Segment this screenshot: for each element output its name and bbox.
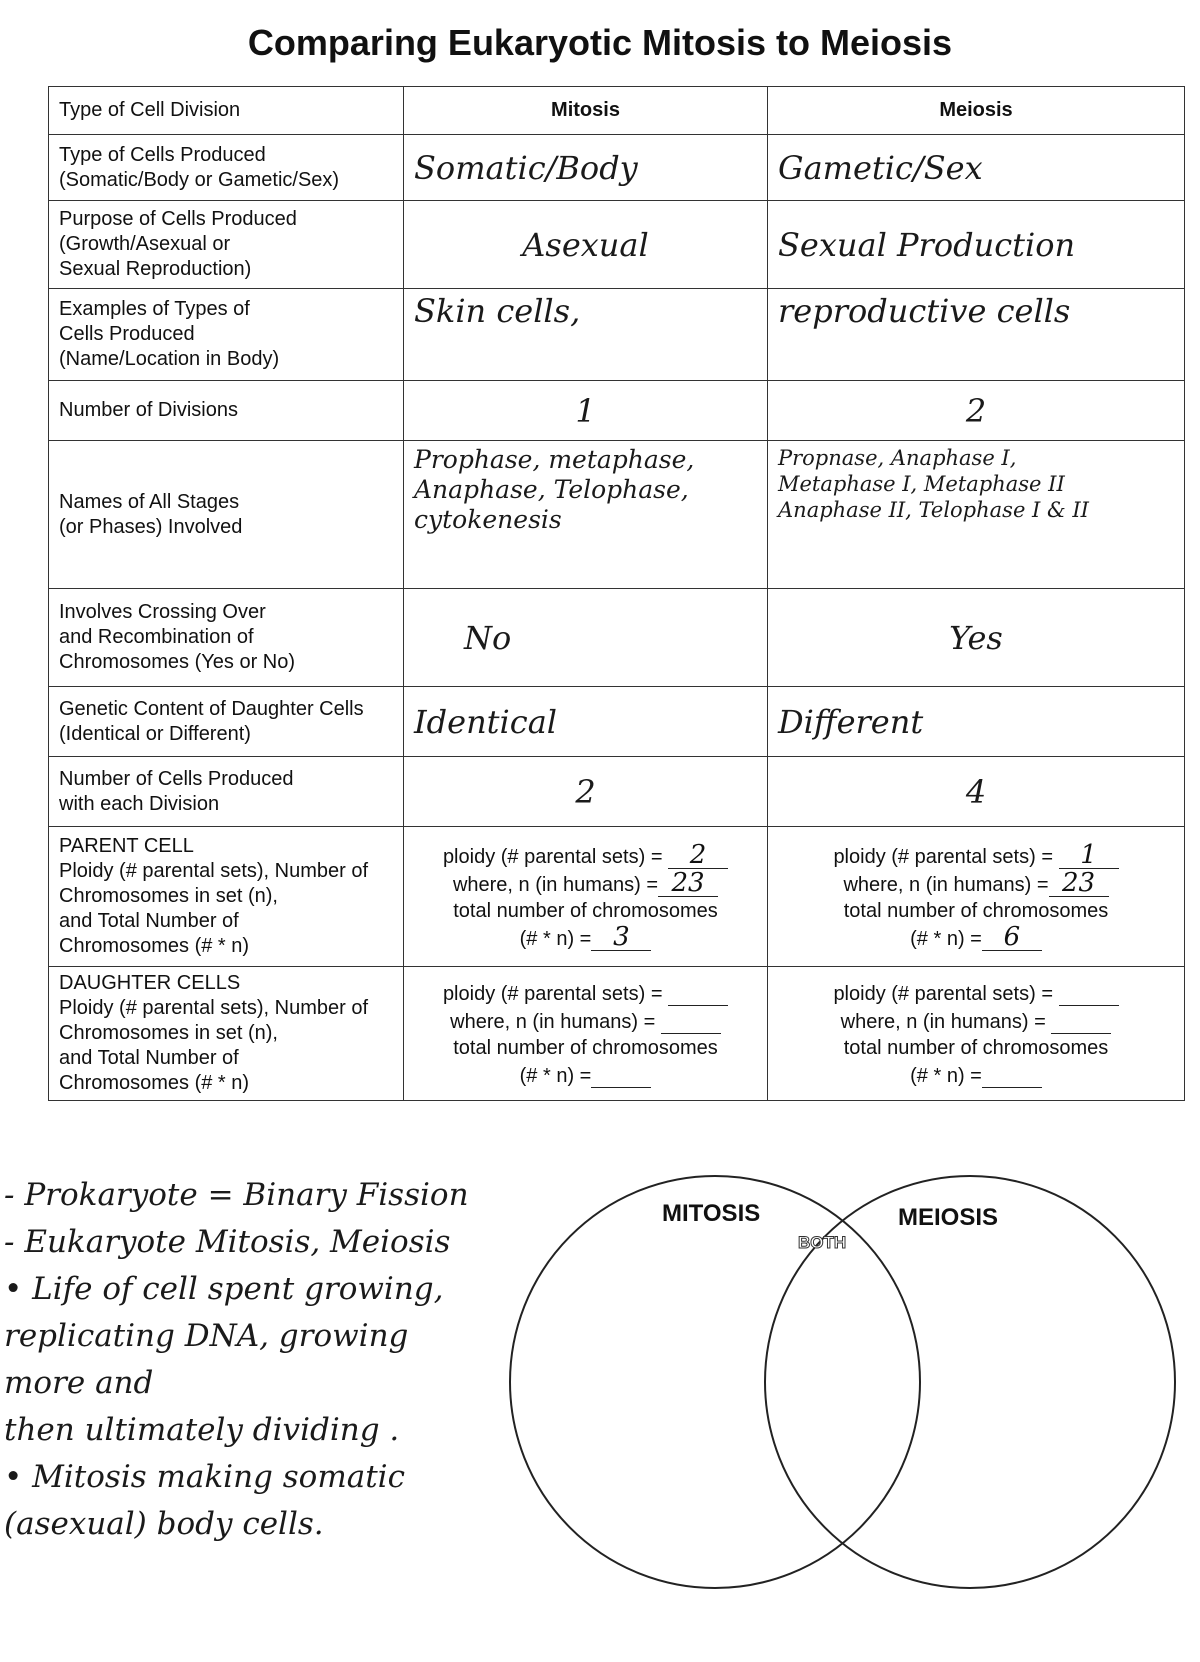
n-answer: 23 [1049,870,1109,897]
mitosis-answer: Skin cells, [404,289,768,381]
n-blank [1051,1007,1111,1034]
venn-diagram [500,1170,1180,1590]
page-title: Comparing Eukaryotic Mitosis to Meiosis [247,22,953,63]
ploidy-answer: 1 [1059,842,1119,869]
row-label-line: and Total Number of [59,910,239,932]
ploidy-answer: 2 [668,842,728,869]
header-label: Type of Cell Division [49,87,404,135]
row-label-line: Chromosomes (Yes or No) [59,651,296,673]
table-row [49,757,1185,827]
table-row [49,687,1185,757]
row-label-line: (Identical or Different) [59,722,251,745]
row-label-line: Cells Produced [59,323,195,345]
ploidy-blank [668,979,728,1006]
note-line: replicating DNA, growing more and [4,1318,409,1401]
row-label [49,687,404,757]
meiosis-answer: Different [768,687,1185,757]
note-line: • Mitosis making somatic [4,1459,405,1495]
meiosis-answer: Yes [768,589,1185,687]
meiosis-answer: 2 [768,381,1185,441]
daughter-cell-row [49,967,1185,1101]
answer-line: Anaphase, Telophase, [414,475,689,504]
n-blank [661,1007,721,1034]
row-label-line: Purpose of Cells Produced [59,208,297,230]
note-line: then ultimately dividing . [4,1412,400,1448]
total-answer: 3 [591,924,651,951]
meiosis-answer: Gametic/Sex [768,135,1185,201]
mitosis-answer [404,441,768,589]
row-label-line: and Total Number of [59,1047,239,1069]
row-label-line: Chromosomes in set (n), [59,1022,278,1044]
mitosis-answer: 1 [404,381,768,441]
table-row [49,381,1185,441]
n-prompt: where, n (in humans) = [843,873,1049,896]
mitosis-daughter-ploidy [404,967,768,1101]
row-label-line: Chromosomes in set (n), [59,885,278,907]
row-label [49,289,404,381]
row-label-line: Involves Crossing Over [59,601,266,623]
answer-line: Prophase, metaphase, [414,445,695,474]
row-label-line: with each Division [59,792,220,815]
row-label-line: Type of Cells Produced [59,143,266,166]
mitosis-answer: No [404,589,768,687]
answer-line: Metaphase I, Metaphase II [778,472,1065,496]
venn-label-both: BOTH [798,1233,847,1252]
row-label-line: (or Phases) Involved [59,515,243,538]
meiosis-parent-ploidy [768,827,1185,967]
row-label-line: Chromosomes (# * n) [59,935,250,957]
note-line: • Life of cell spent growing, [4,1271,444,1307]
table-row [49,589,1185,687]
handwritten-notes [4,1172,494,1548]
total-prompt: total number of chromosomes [843,899,1109,922]
total-prompt: total number of chromosomes [843,1036,1109,1059]
total-blank [982,1061,1042,1088]
n-prompt: where, n (in humans) = [450,1010,656,1033]
ploidy-prompt: ploidy (# parental sets) = [442,982,663,1005]
meiosis-answer [768,441,1185,589]
mitosis-answer: Asexual [404,201,768,289]
note-line: (asexual) body cells. [4,1506,324,1542]
row-label-line: Number of Cells Produced [59,767,294,790]
comparison-table [48,86,1185,1101]
ploidy-blank [1059,979,1119,1006]
row-label-line: Examples of Types of [59,298,250,320]
row-label-line: Ploidy (# parental sets), Number of [59,997,369,1019]
answer-line: Propnase, Anaphase I, [778,446,1017,470]
venn-label-meiosis: MEIOSIS [898,1204,999,1231]
venn-circle-mitosis [510,1176,920,1588]
note-line: - Eukaryote Mitosis, Meiosis [4,1224,451,1260]
mitosis-answer: Identical [404,687,768,757]
meiosis-answer: reproductive cells [768,289,1185,381]
note-line: - Prokaryote = Binary Fission [4,1177,469,1213]
row-label [49,201,404,289]
ploidy-prompt: ploidy (# parental sets) = [442,845,663,868]
n-prompt: where, n (in humans) = [452,873,659,896]
n-prompt: where, n (in humans) = [840,1010,1046,1033]
meiosis-answer: 4 [768,757,1185,827]
row-label-line: DAUGHTER CELLS [59,972,241,994]
header-meiosis: Meiosis [768,87,1185,135]
table-row [49,289,1185,381]
total-blank [591,1061,651,1088]
row-label-line: (Somatic/Body or Gametic/Sex) [59,168,340,191]
n-answer: 23 [658,870,718,897]
total-eq-prompt: (# * n) = [519,927,592,950]
answer-line: Anaphase II, Telophase I & II [778,498,1089,522]
mitosis-answer: 2 [404,757,768,827]
row-label [49,757,404,827]
row-label-line: PARENT CELL [59,835,194,857]
total-eq-prompt: (# * n) = [910,927,982,950]
mitosis-parent-ploidy [404,827,768,967]
header-mitosis: Mitosis [404,87,768,135]
ploidy-prompt: ploidy (# parental sets) = [833,982,1053,1005]
table-row [49,135,1185,201]
table-row [49,441,1185,589]
mitosis-answer: Somatic/Body [404,135,768,201]
row-label-line: (Growth/Asexual or [59,233,231,255]
parent-cell-row [49,827,1185,967]
total-prompt: total number of chromosomes [453,899,718,922]
row-label-line: Chromosomes (# * n) [59,1072,250,1094]
total-eq-prompt: (# * n) = [519,1064,592,1087]
total-eq-prompt: (# * n) = [910,1064,982,1087]
row-label [49,441,404,589]
row-label-line: (Name/Location in Body) [59,348,280,370]
table-row [49,201,1185,289]
answer-line: cytokenesis [414,505,562,534]
meiosis-answer: Sexual Production [768,201,1185,289]
row-label: Number of Divisions [49,381,404,441]
venn-label-mitosis: MITOSIS [662,1200,761,1227]
row-label [49,589,404,687]
meiosis-daughter-ploidy [768,967,1185,1101]
total-prompt: total number of chromosomes [453,1036,718,1059]
row-label-line: Ploidy (# parental sets), Number of [59,860,369,882]
table-header-row [49,87,1185,135]
row-label-line: and Recombination of [59,626,254,648]
row-label-line: Sexual Reproduction) [59,258,252,280]
row-label [49,135,404,201]
row-label-line: Names of All Stages [59,490,240,513]
total-answer: 6 [982,924,1042,951]
row-label-line: Genetic Content of Daughter Cells [59,697,364,720]
row-label [49,967,404,1101]
row-label [49,827,404,967]
ploidy-prompt: ploidy (# parental sets) = [833,845,1053,868]
